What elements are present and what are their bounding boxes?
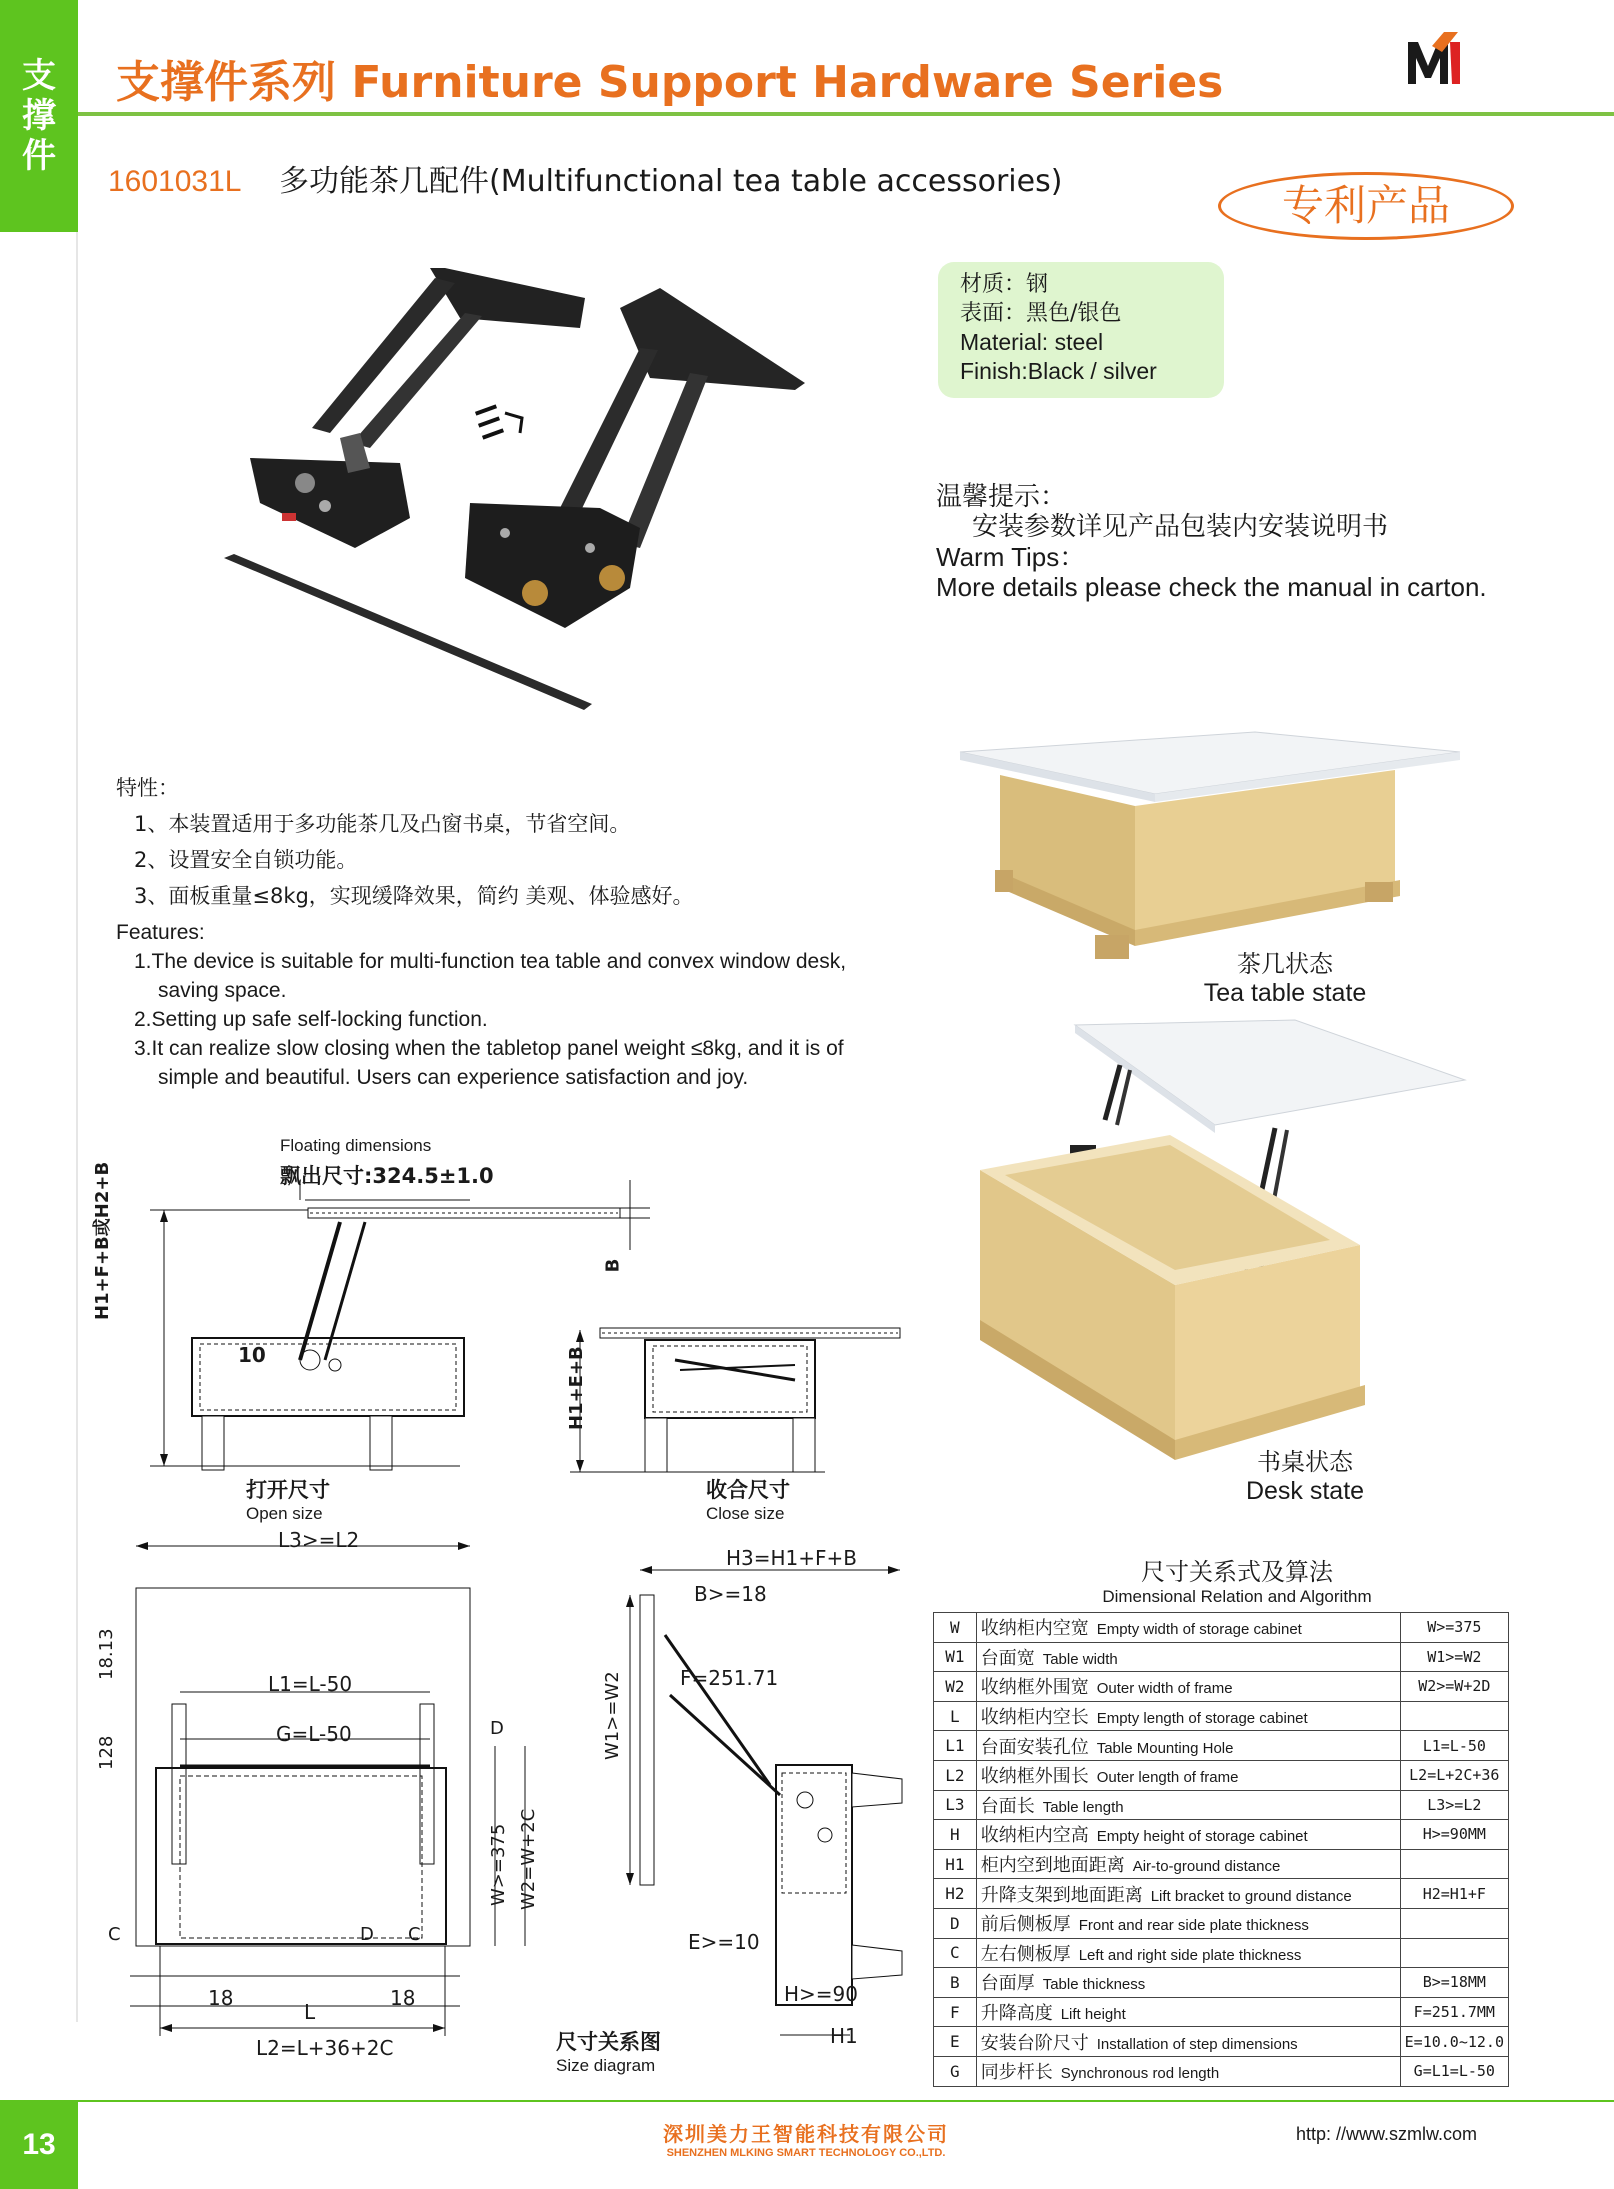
size-diagram-en: Size diagram [556, 2056, 656, 2075]
feature-en-item: 1.The device is suitable for multi-function tea table and convex window desk, [134, 950, 847, 973]
feature-en-item: 3.It can realize slow closing when the tabletop panel weight ≤8kg, and it is of [134, 1037, 844, 1060]
close-size-caption [706, 1474, 806, 1524]
row-symbol: H2 [934, 1879, 977, 1909]
v1813-label: 18.13 [96, 1628, 117, 1680]
table-row [934, 1672, 1509, 1702]
row-description-en: Lift bracket to ground distance [1150, 1887, 1352, 1905]
right-18-label: 18 [390, 1986, 416, 2010]
row-description-en: Table width [1042, 1650, 1118, 1668]
row-description [976, 1849, 1400, 1879]
row-description [976, 1968, 1400, 1998]
company-name-cn: 深圳美力王智能科技有限公司 [663, 2122, 949, 2146]
company-name-en: SHENZHEN MLKING SMART TECHNOLOGY CO.,LTD. [666, 2147, 946, 2159]
side-char-3: 件 [22, 136, 56, 176]
row-symbol: W [934, 1613, 977, 1643]
row-description-en: Synchronous rod length [1060, 2065, 1220, 2083]
row-value: H>=90MM [1400, 1820, 1508, 1850]
row-symbol: W1 [934, 1642, 977, 1672]
row-symbol: L [934, 1701, 977, 1731]
size-diagram-top-view [100, 1536, 570, 2056]
open-size-caption [246, 1474, 346, 1524]
dim-table-title [1097, 1552, 1377, 1607]
e-label: E>=10 [688, 1930, 760, 1954]
tea-state-cn: 茶几状态 [1237, 950, 1333, 978]
table-row [934, 2027, 1509, 2057]
row-description-en: Outer width of frame [1096, 1680, 1233, 1698]
table-row [934, 1820, 1509, 1850]
table-row [934, 1968, 1509, 1998]
desk-state-en: Desk state [1245, 1477, 1365, 1505]
feature-en-item-cont: saving space. [158, 979, 287, 1002]
material-info-box [938, 262, 1224, 398]
row-description-en: Air-to-ground distance [1132, 1858, 1281, 1876]
dimension-table [933, 1612, 1509, 2087]
row-description-cn: 台面厚 [980, 1973, 1035, 1995]
row-symbol: H [934, 1820, 977, 1850]
row-description [976, 2056, 1400, 2086]
tips-en-title: Warm Tips： [936, 542, 1086, 572]
h3-label: H3=H1+F+B [726, 1546, 858, 1570]
row-value: L1=L-50 [1400, 1731, 1508, 1761]
row-description [976, 1613, 1400, 1643]
page-title: 支撑件系列 Furniture Support Hardware Series [116, 57, 1224, 108]
features-cn-title: 特性： [116, 776, 179, 800]
l1-label: L1=L-50 [268, 1672, 353, 1696]
floating-dimensions-label: Floating dimensions [280, 1136, 432, 1155]
size-diagram-cn: 尺寸关系图 [556, 2030, 661, 2054]
row-symbol: L3 [934, 1790, 977, 1820]
table-row [934, 1760, 1509, 1790]
row-description [976, 1938, 1400, 1968]
c-right-label: C [408, 1924, 421, 1945]
table-row [934, 1849, 1509, 1879]
close-height-label: H1+E+B [566, 1346, 587, 1430]
left-18-label: 18 [208, 1986, 234, 2010]
dim-table-title-en: Dimensional Relation and Algorithm [1102, 1587, 1372, 1606]
feature-cn-item: 1、本装置适用于多功能茶几及凸窗书桌，节省空间。 [134, 812, 631, 836]
tea-state-caption [1160, 944, 1410, 1008]
w1-label: W1>=W2 [602, 1671, 623, 1760]
h1-label: H1 [830, 2024, 858, 2048]
patent-badge: 专利产品 [1218, 172, 1514, 240]
side-category-tab [0, 0, 78, 232]
dim-table-title-cn: 尺寸关系式及算法 [1141, 1558, 1333, 1586]
row-value: L3>=L2 [1400, 1790, 1508, 1820]
row-description-en: Table thickness [1042, 1976, 1146, 1994]
tips-cn-title: 温馨提示： [936, 482, 1067, 512]
row-symbol: B [934, 1968, 977, 1998]
b-min-label: B>=18 [694, 1582, 767, 1606]
side-char-1: 支 [22, 56, 56, 96]
row-description-en: Empty length of storage cabinet [1096, 1710, 1308, 1728]
row-value: W2>=W+2D [1400, 1672, 1508, 1702]
row-symbol: D [934, 1908, 977, 1938]
row-description-en: Front and rear side plate thickness [1078, 1917, 1309, 1935]
row-description [976, 1879, 1400, 1909]
desk-state-cn: 书桌状态 [1257, 1448, 1353, 1476]
open-size-en: Open size [246, 1504, 323, 1523]
row-description [976, 2027, 1400, 2057]
g-label: G=L-50 [276, 1722, 352, 1746]
row-description-cn: 收纳框外围长 [980, 1766, 1089, 1788]
row-description [976, 1908, 1400, 1938]
company-name [556, 2118, 1056, 2159]
feature-cn-item: 2、设置安全自锁功能。 [134, 848, 358, 872]
features-en [116, 918, 846, 1092]
row-description-en: Outer length of frame [1096, 1769, 1239, 1787]
table-row [934, 1613, 1509, 1643]
row-value [1400, 1849, 1508, 1879]
tea-state-en: Tea table state [1203, 979, 1367, 1007]
c-left-label: C [108, 1924, 121, 1945]
row-description-cn: 安装台阶尺寸 [980, 2032, 1089, 2054]
product-code: 1601031L [108, 165, 242, 198]
row-description-cn: 升降支架到地面距离 [980, 1884, 1143, 1906]
open-b-label: B [602, 1258, 624, 1273]
features-en-title: Features: [116, 921, 205, 944]
row-description-en: Installation of step dimensions [1096, 2035, 1298, 2053]
table-row [934, 1701, 1509, 1731]
row-value [1400, 1701, 1508, 1731]
header-divider [78, 112, 1614, 116]
finish-en: Finish:Black / silver [960, 358, 1157, 384]
row-description-cn: 柜内空到地面距离 [980, 1855, 1125, 1877]
footer-divider [78, 2100, 1614, 2102]
row-symbol: L1 [934, 1731, 977, 1761]
product-heading [108, 156, 1062, 200]
row-symbol: C [934, 1938, 977, 1968]
tips-en-body: More details please check the manual in carton. [936, 572, 1487, 602]
f-label: F=251.71 [680, 1666, 779, 1690]
row-description-cn: 升降高度 [980, 2003, 1053, 2025]
floating-dimensions-value: 飘出尺寸:324.5±1.0 [280, 1164, 494, 1188]
row-value: L2=L+2C+36 [1400, 1760, 1508, 1790]
row-value [1400, 1938, 1508, 1968]
row-symbol: F [934, 1997, 977, 2027]
feature-en-item: 2.Setting up safe self-locking function. [134, 1008, 488, 1031]
l-label: L [304, 2000, 316, 2024]
row-description [976, 1997, 1400, 2027]
finish-cn: 表面：黑色/银色 [960, 301, 1122, 326]
row-description-en: Table Mounting Hole [1096, 1739, 1234, 1757]
row-value: B>=18MM [1400, 1968, 1508, 1998]
row-value: G=L1=L-50 [1400, 2056, 1508, 2086]
row-description-en: Empty width of storage cabinet [1096, 1621, 1302, 1639]
row-symbol: E [934, 2027, 977, 2057]
table-row [934, 1997, 1509, 2027]
row-value: F=251.7MM [1400, 1997, 1508, 2027]
table-row [934, 1908, 1509, 1938]
row-description-cn: 同步杆长 [980, 2062, 1053, 2084]
table-row [934, 1938, 1509, 1968]
material-cn: 材质：钢 [960, 272, 1049, 297]
open-size-cn: 打开尺寸 [246, 1478, 330, 1502]
w-label: W>=375 [488, 1823, 509, 1906]
table-row [934, 2056, 1509, 2086]
company-url-link[interactable]: http: //www.szmlw.com [1296, 2124, 1478, 2144]
l3-label: L3>=L2 [278, 1528, 360, 1552]
row-description-cn: 台面长 [980, 1795, 1035, 1817]
d-lower-label: D [360, 1924, 374, 1945]
row-value [1400, 1908, 1508, 1938]
row-description-en: Empty height of storage cabinet [1096, 1828, 1308, 1846]
v128-label: 128 [96, 1735, 117, 1770]
feature-cn-item: 3、面板重量≤8kg，实现缓降效果，简约 美观、体验感好。 [134, 884, 694, 908]
tips-cn-body: 安装参数详见产品包装内安装说明书 [972, 512, 1389, 542]
row-value: W1>=W2 [1400, 1642, 1508, 1672]
row-description-cn: 台面安装孔位 [980, 1736, 1089, 1758]
row-description-cn: 收纳柜内空高 [980, 1825, 1089, 1847]
tea-table-photo [955, 730, 1475, 980]
d-label: D [490, 1718, 504, 1739]
row-value: H2=H1+F [1400, 1879, 1508, 1909]
side-strip [0, 232, 78, 2022]
row-description [976, 1760, 1400, 1790]
row-symbol: W2 [934, 1672, 977, 1702]
page-number: 13 [0, 2100, 78, 2189]
row-description [976, 1790, 1400, 1820]
row-description-cn: 收纳柜内空长 [980, 1707, 1089, 1729]
row-value: W>=375 [1400, 1613, 1508, 1643]
table-row [934, 1642, 1509, 1672]
row-description [976, 1820, 1400, 1850]
row-description [976, 1672, 1400, 1702]
side-view-diagram [610, 1545, 910, 2055]
h-min-label: H>=90 [784, 1982, 859, 2006]
row-description-cn: 收纳柜内空宽 [980, 1618, 1089, 1640]
row-description-cn: 前后侧板厚 [980, 1914, 1071, 1936]
table-row [934, 1879, 1509, 1909]
table-row [934, 1790, 1509, 1820]
row-symbol: H1 [934, 1849, 977, 1879]
row-description-cn: 收纳框外围宽 [980, 1677, 1089, 1699]
close-size-diagram [565, 1320, 905, 1480]
open-height-label: H1+F+B或H2+B [92, 1161, 113, 1320]
row-value: E=10.0~12.0 [1400, 2027, 1508, 2057]
mlking-logo-icon [1404, 28, 1468, 88]
features-cn [116, 770, 693, 914]
row-symbol: G [934, 2056, 977, 2086]
side-char-2: 撑 [22, 96, 56, 136]
row-description [976, 1731, 1400, 1761]
row-symbol: L2 [934, 1760, 977, 1790]
open-ten-label: 10 [238, 1343, 266, 1367]
row-description-cn: 台面宽 [980, 1647, 1035, 1669]
row-description-cn: 左右侧板厚 [980, 1943, 1071, 1965]
material-en: Material: steel [960, 329, 1104, 355]
desk-state-caption [1180, 1442, 1430, 1506]
warm-tips [936, 482, 1487, 602]
row-description-en: Table length [1042, 1798, 1124, 1816]
w2-label: W2=W+2C [518, 1808, 539, 1910]
side-category-label [0, 56, 78, 176]
hardware-product-photo [220, 258, 820, 718]
l2-label: L2=L+36+2C [256, 2036, 394, 2060]
table-row [934, 1731, 1509, 1761]
row-description [976, 1642, 1400, 1672]
row-description-en: Left and right side plate thickness [1078, 1946, 1302, 1964]
product-name: 多功能茶几配件(Multifunctional tea table accessories) [279, 164, 1063, 199]
close-size-en: Close size [706, 1504, 785, 1523]
feature-en-item-cont: simple and beautiful. Users can experience satisfaction and joy. [158, 1066, 749, 1089]
row-description-en: Lift height [1060, 2006, 1126, 2024]
close-size-cn: 收合尺寸 [706, 1478, 790, 1502]
row-description [976, 1701, 1400, 1731]
desk-state-photo [975, 1020, 1480, 1460]
